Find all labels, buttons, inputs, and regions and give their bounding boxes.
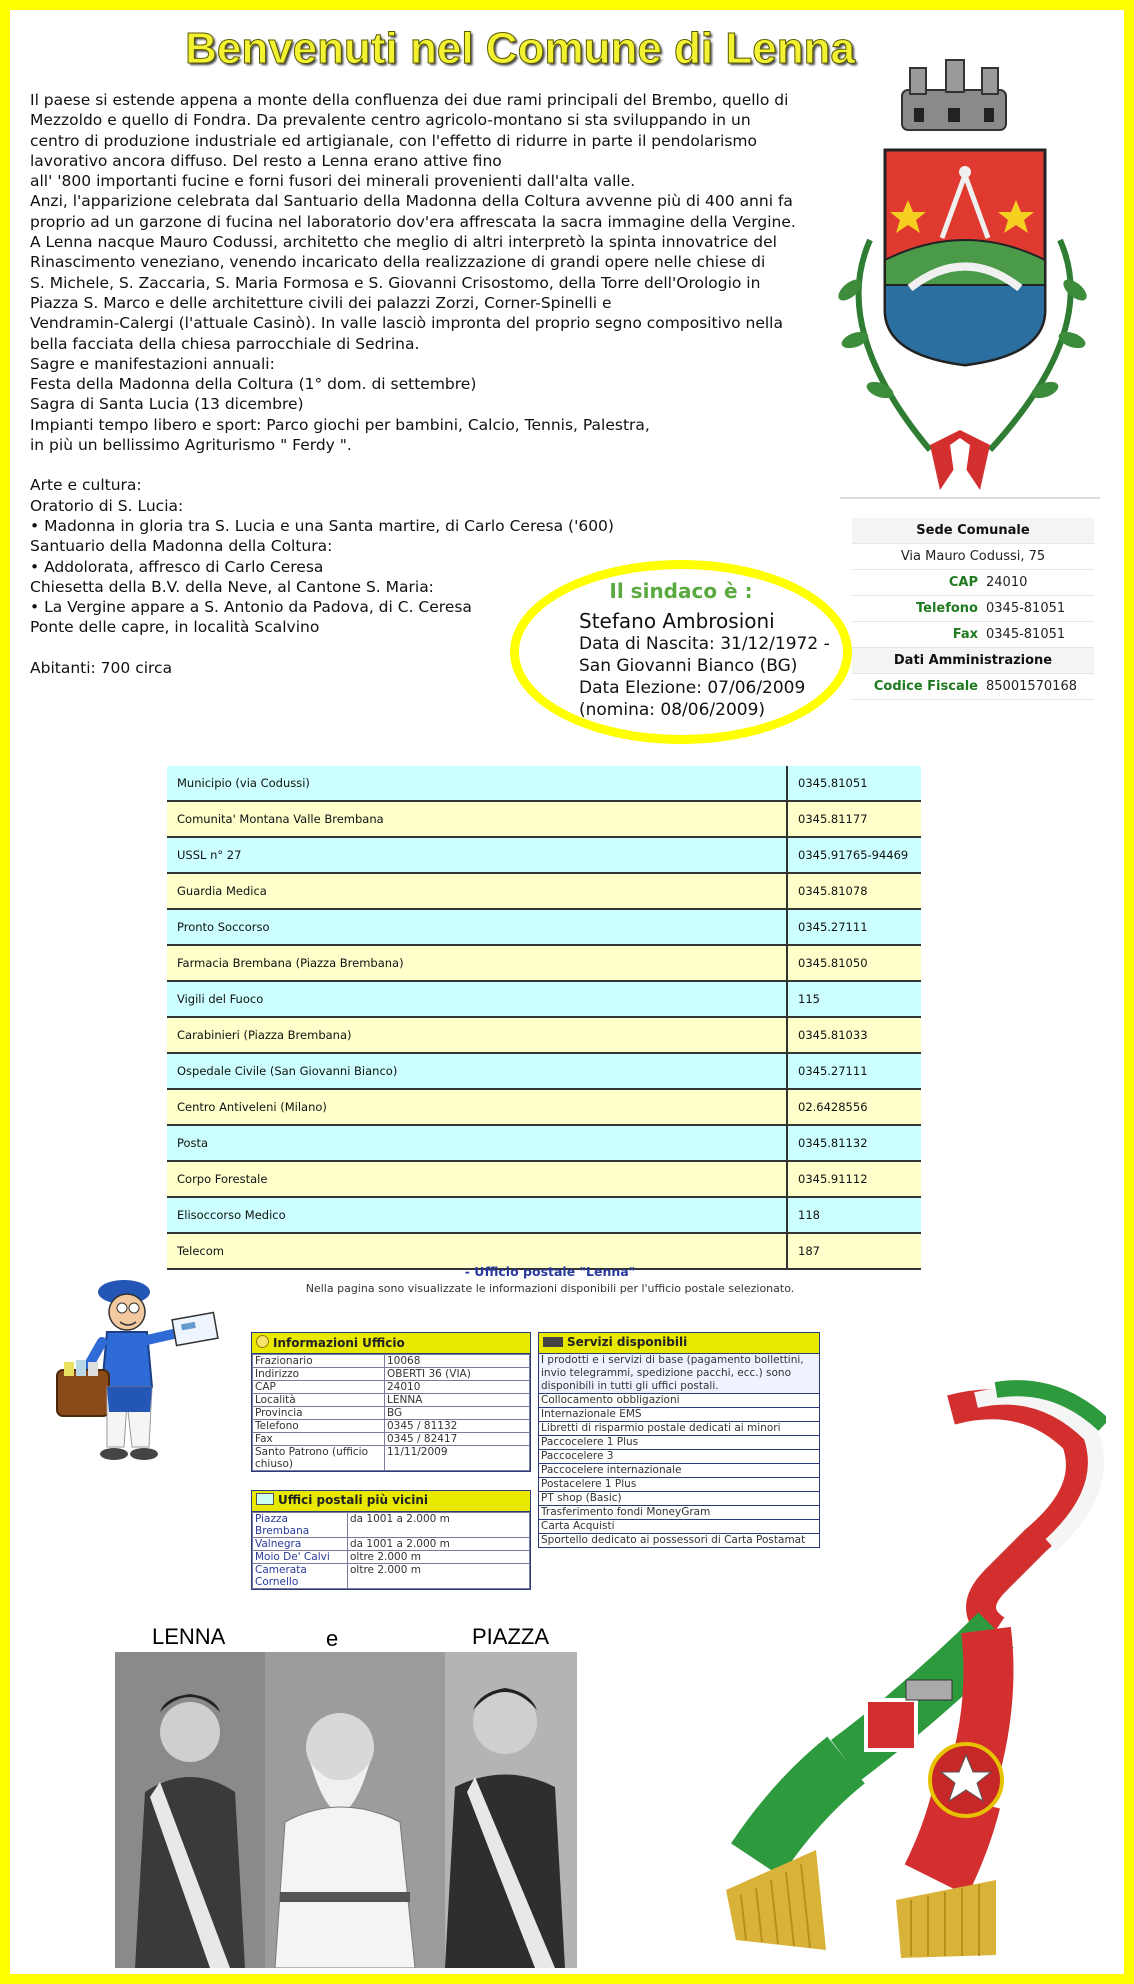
phone-name: Farmacia Brembana (Piazza Brembana) [167, 945, 787, 981]
info-value: BG [385, 1407, 530, 1420]
mayor-sash-icon [696, 1380, 1106, 1960]
intro-line: S. Michele, S. Zaccaria, S. Maria Formosa e S. Giovanni Crisostomo, della Torre dell'Orologio in [30, 273, 761, 292]
sindaco-name: Stefano Ambrosioni [579, 609, 775, 633]
phone-number: 0345.27111 [787, 909, 921, 945]
intro-line: bella facciata della chiesa parrocchiale di Sedrina. [30, 334, 420, 353]
table-row [253, 1407, 530, 1420]
phone-name: Ospedale Civile (San Giovanni Bianco) [167, 1053, 787, 1089]
phone-number: 0345.91765-94469 [787, 837, 921, 873]
fax-label: Fax [852, 622, 982, 648]
codice-fiscale-label: Codice Fiscale [852, 674, 982, 700]
table-row [253, 1513, 530, 1538]
table-row [167, 837, 921, 873]
table-row [167, 981, 921, 1017]
intro-line: Santuario della Madonna della Coltura: [30, 537, 333, 556]
useful-numbers-table [167, 766, 921, 1270]
intro-line: Impianti tempo libero e sport: Parco giochi per bambini, Calcio, Tennis, Palestra, [30, 415, 650, 434]
table-row [253, 1394, 530, 1407]
list-item: PT shop (Basic) [539, 1492, 819, 1506]
info-value: 10068 [385, 1355, 530, 1368]
table-row [167, 1053, 921, 1089]
list-item: Carta Acquisti [539, 1520, 819, 1534]
caption-piazza: PIAZZA [472, 1624, 550, 1649]
table-row [167, 801, 921, 837]
intro-line [30, 455, 850, 475]
sindaco-birth: Data di Nascita: 31/12/1972 - [579, 634, 830, 654]
informazioni-ufficio-box [251, 1332, 531, 1472]
page-title: Benvenuti nel Comune di Lenna [185, 24, 855, 73]
info-key: Località [253, 1394, 385, 1407]
intro-line: Ponte delle capre, in località Scalvino [30, 618, 320, 637]
phone-name: Municipio (via Codussi) [167, 766, 787, 801]
cap-label: CAP [852, 570, 982, 596]
servizi-label: Servizi disponibili [567, 1335, 688, 1349]
intro-line: A Lenna nacque Mauro Codussi, architetto che meglio di altri interpretò la spinta innovatrice del [30, 233, 777, 252]
phone-number: 0345.91112 [787, 1161, 921, 1197]
postman-icon [52, 1262, 232, 1472]
table-row [253, 1446, 530, 1471]
info-key: Santo Patrono (ufficio chiuso) [253, 1446, 385, 1471]
near-distance: da 1001 a 2.000 m [348, 1513, 530, 1538]
intro-line: Sagre e manifestazioni annuali: [30, 354, 275, 373]
phone-number: 0345.81078 [787, 873, 921, 909]
near-office-link[interactable] [253, 1564, 348, 1589]
info-key: Fax [253, 1433, 385, 1446]
intro-line: Mezzoldo e quello di Fondra. Da prevalente centro agricolo-montano si sta sviluppando in un [30, 111, 751, 130]
info-icon [256, 1335, 269, 1348]
list-item: Internazionale EMS [539, 1408, 819, 1422]
caption-lenna: LENNA [152, 1624, 226, 1649]
list-item: Paccocelere 3 [539, 1450, 819, 1464]
phone-name: Elisoccorso Medico [167, 1197, 787, 1233]
map-icon [256, 1493, 274, 1505]
phone-number: 0345.81033 [787, 1017, 921, 1053]
mayors-photo [115, 1652, 577, 1968]
info-value: 11/11/2009 [385, 1446, 530, 1471]
table-row [253, 1381, 530, 1394]
telefono-label: Telefono [852, 596, 982, 622]
info-key: Frazionario [253, 1355, 385, 1368]
table-row [253, 1355, 530, 1368]
ufficio-postale-subtitle: Nella pagina sono visualizzate le informazioni disponibili per l'ufficio postale selezionato. [305, 1282, 795, 1295]
mayors-photo-illustration [115, 1652, 577, 1968]
sindaco-details [579, 609, 839, 721]
info-key: Telefono [253, 1420, 385, 1433]
servizi-header [539, 1333, 819, 1354]
near-distance: oltre 2.000 m [348, 1551, 530, 1564]
near-table [252, 1512, 530, 1589]
phone-name: Guardia Medica [167, 873, 787, 909]
codice-fiscale-value: 85001570168 [982, 674, 1094, 700]
sindaco-place: San Giovanni Bianco (BG) [579, 656, 798, 676]
near-office-name[interactable]: Camerata Cornello [255, 1564, 307, 1588]
phone-number: 0345.81051 [787, 766, 921, 801]
list-item: Trasferimento fondi MoneyGram [539, 1506, 819, 1520]
phone-number: 187 [787, 1233, 921, 1269]
info-value: 0345 / 81132 [385, 1420, 530, 1433]
fax-value: 0345-81051 [982, 622, 1094, 648]
near-distance: oltre 2.000 m [348, 1564, 530, 1589]
info-value: LENNA [385, 1394, 530, 1407]
near-office-link[interactable] [253, 1538, 348, 1551]
list-item: Paccocelere internazionale [539, 1464, 819, 1478]
intro-line: Rinascimento veneziano, venendo incaricato della realizzazione di grandi opere nelle chiese di [30, 253, 766, 272]
list-item: I prodotti e i servizi di base (pagamento bollettini, invio telegrammi, spedizione pacchi, ecc.) sono disponibili in tutti gli uffici postali. [539, 1354, 819, 1394]
list-item: Postacelere 1 Plus [539, 1478, 819, 1492]
uffici-vicini-header [252, 1491, 530, 1512]
table-row [167, 873, 921, 909]
table-row [167, 1197, 921, 1233]
near-office-name[interactable]: Piazza Brembana [255, 1513, 310, 1537]
table-row [167, 1089, 921, 1125]
intro-line: • Madonna in gloria tra S. Lucia e una Santa martire, di Carlo Ceresa ('600) [30, 516, 614, 535]
phone-name: Telecom [167, 1233, 787, 1269]
phone-number: 0345.81132 [787, 1125, 921, 1161]
intro-line: in più un bellissimo Agriturismo " Ferdy ". [30, 436, 352, 455]
intro-line: Il paese si estende appena a monte della confluenza dei due rami principali del Brembo, quello di [30, 91, 789, 109]
intro-line: Arte e cultura: [30, 476, 142, 495]
phone-name: Pronto Soccorso [167, 909, 787, 945]
phone-name: Corpo Forestale [167, 1161, 787, 1197]
table-row [167, 1125, 921, 1161]
info-key: Indirizzo [253, 1368, 385, 1381]
sede-header: Sede Comunale [852, 518, 1094, 544]
info-value: 24010 [385, 1381, 530, 1394]
near-office-name[interactable]: Moio De' Calvi [255, 1551, 330, 1563]
uffici-vicini-label: Uffici postali più vicini [278, 1493, 428, 1507]
phone-number: 0345.27111 [787, 1053, 921, 1089]
phone-number: 0345.81050 [787, 945, 921, 981]
table-row [253, 1420, 530, 1433]
intro-line: Chiesetta della B.V. della Neve, al Cantone S. Maria: [30, 577, 434, 596]
sindaco-election: Data Elezione: 07/06/2009 [579, 678, 806, 698]
intro-line: Anzi, l'apparizione celebrata dal Santuario della Madonna della Coltura avvenne più di 400 anni fa [30, 192, 793, 211]
list-item: Sportello dedicato ai possessori di Carta Postamat [541, 1534, 806, 1546]
table-row [167, 766, 921, 801]
near-distance: da 1001 a 2.000 m [348, 1538, 530, 1551]
info-table [252, 1354, 530, 1471]
table-row [253, 1538, 530, 1551]
near-office-name[interactable]: Valnegra [255, 1538, 302, 1550]
list-item: Collocamento obbligazioni [539, 1394, 819, 1408]
table-row [167, 1017, 921, 1053]
uffici-vicini-box [251, 1490, 531, 1590]
sede-address: Via Mauro Codussi, 75 [852, 544, 1094, 570]
cap-value: 24010 [982, 570, 1094, 596]
sindaco-box [510, 560, 852, 744]
caption-e: e [326, 1626, 339, 1651]
table-row [167, 1161, 921, 1197]
info-value: OBERTI 36 (VIA) [385, 1368, 530, 1381]
phone-name: Posta [167, 1125, 787, 1161]
table-row [253, 1433, 530, 1446]
table-row [253, 1564, 530, 1589]
list-item: Libretti di risparmio postale dedicati ai minori [539, 1422, 819, 1436]
phone-number: 115 [787, 981, 921, 1017]
intro-line: all' '800 importanti fucine e forni fusori dei minerali provenienti dall'alta valle. [30, 172, 636, 191]
list-item: Paccocelere 1 Plus [539, 1436, 819, 1450]
truck-icon [543, 1337, 563, 1347]
phone-number: 02.6428556 [787, 1089, 921, 1125]
intro-line: centro di produzione industriale ed artigianale, con l'effetto di ridurre in parte il pendolarismo [30, 131, 757, 150]
intro-line: Piazza S. Marco e delle architetture civili dei palazzi Zorzi, Corner-Spinelli e [30, 293, 612, 312]
info-value: 0345 / 82417 [385, 1433, 530, 1446]
intro-line: Oratorio di S. Lucia: [30, 496, 184, 515]
phone-number: 118 [787, 1197, 921, 1233]
phone-name: USSL n° 27 [167, 837, 787, 873]
info-key: Provincia [253, 1407, 385, 1420]
intro-line: lavorativo ancora diffuso. Del resto a Lenna erano attive fino [30, 151, 502, 170]
sindaco-nomina: (nomina: 08/06/2009) [579, 700, 766, 720]
table-row [167, 945, 921, 981]
table-row [253, 1368, 530, 1381]
coat-of-arms-icon [810, 50, 1100, 500]
intro-line: • Addolorata, affresco di Carlo Ceresa [30, 557, 324, 576]
informazioni-ufficio-header [252, 1333, 530, 1354]
phone-name: Comunita' Montana Valle Brembana [167, 801, 787, 837]
table-row [253, 1551, 530, 1564]
sede-comunale-table [852, 518, 1094, 700]
intro-line: Abitanti: 700 circa [30, 658, 173, 677]
intro-line: proprio ad un garzone di fucina nel laboratorio dov'era affrescata la sacra immagine della Vergine. [30, 212, 796, 231]
phone-name: Centro Antiveleni (Milano) [167, 1089, 787, 1125]
amministrazione-header: Dati Amministrazione [852, 648, 1094, 674]
intro-line: • La Vergine appare a S. Antonio da Padova, di C. Ceresa [30, 598, 472, 617]
telefono-value: 0345-81051 [982, 596, 1094, 622]
phone-number: 0345.81177 [787, 801, 921, 837]
ufficio-postale-title[interactable]: - Ufficio postale "Lenna" [464, 1264, 636, 1279]
phone-name: Carabinieri (Piazza Brembana) [167, 1017, 787, 1053]
near-office-link[interactable] [253, 1551, 348, 1564]
near-office-link[interactable] [253, 1513, 348, 1538]
intro-line: Vendramin-Calergi (l'attuale Casinò). In valle lasciò impronta del proprio segno compositivo nella [30, 314, 783, 333]
table-row [167, 909, 921, 945]
info-key: CAP [253, 1381, 385, 1394]
informazioni-ufficio-label: Informazioni Ufficio [273, 1336, 405, 1350]
intro-line: Sagra di Santa Lucia (13 dicembre) [30, 395, 304, 414]
phone-name: Vigili del Fuoco [167, 981, 787, 1017]
intro-line: Festa della Madonna della Coltura (1° dom. di settembre) [30, 375, 477, 394]
sindaco-heading: Il sindaco è : [609, 579, 753, 603]
